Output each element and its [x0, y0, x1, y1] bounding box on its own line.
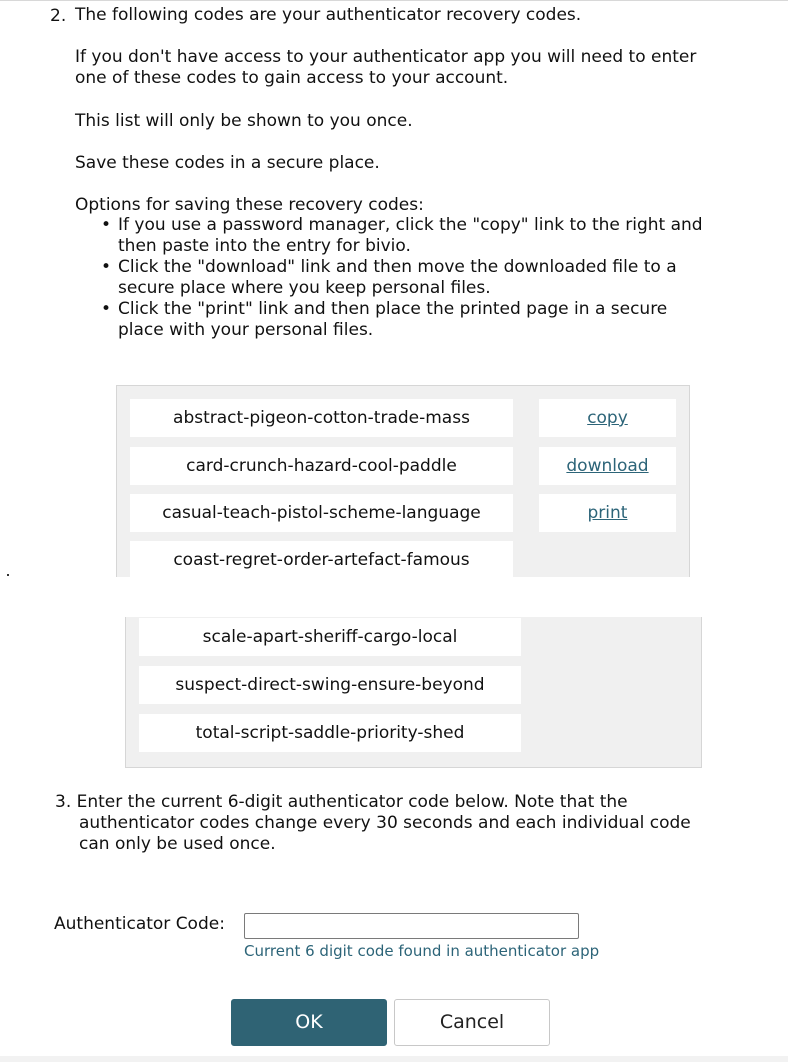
- options-heading: Options for saving these recovery codes:: [75, 195, 424, 215]
- recovery-code: card-crunch-hazard-cool-paddle: [130, 447, 513, 485]
- step-2-number: 2.: [50, 6, 67, 26]
- bottom-divider: [0, 1056, 788, 1062]
- authenticator-code-label: Authenticator Code:: [54, 914, 225, 934]
- shown-once-note: This list will only be shown to you once.: [75, 111, 413, 131]
- option-download: • Click the "download" link and then move the downloaded file to a secure place where you keep personal files.: [75, 257, 703, 299]
- recovery-code: suspect-direct-swing-ensure-beyond: [139, 666, 521, 704]
- intro-line-1: If you don't have access to your authenticator app you will need to enter: [75, 47, 697, 67]
- copy-link[interactable]: copy: [539, 399, 676, 437]
- download-link[interactable]: download: [539, 447, 676, 485]
- print-link[interactable]: print: [539, 494, 676, 532]
- recovery-code: total-script-saddle-priority-shed: [139, 714, 521, 752]
- saving-options-list: [75, 215, 703, 341]
- authenticator-code-hint: Current 6 digit code found in authenticator app: [244, 942, 600, 960]
- intro-line-2: one of these codes to gain access to your account.: [75, 68, 509, 88]
- option-copy: • If you use a password manager, click the "copy" link to the right and then paste into the entry for bivio.: [75, 215, 703, 257]
- step-2-title: The following codes are your authenticator recovery codes.: [75, 5, 582, 25]
- save-securely-note: Save these codes in a secure place.: [75, 153, 380, 173]
- authenticator-code-input[interactable]: [244, 913, 579, 939]
- cancel-button[interactable]: Cancel: [394, 999, 550, 1046]
- recovery-code: casual-teach-pistol-scheme-language: [130, 494, 513, 532]
- recovery-code: coast-regret-order-artefact-famous: [130, 541, 513, 577]
- recovery-code: scale-apart-sheriff-cargo-local: [139, 618, 521, 656]
- ok-button[interactable]: OK: [231, 999, 387, 1046]
- step-3-instructions: 3. Enter the current 6-digit authenticator code below. Note that the authenticator codes change every 30 seconds and each individual code can only be used once.: [55, 792, 691, 854]
- stray-mark: [7, 574, 9, 576]
- recovery-code: abstract-pigeon-cotton-trade-mass: [130, 399, 513, 437]
- option-print: • Click the "print" link and then place the printed page in a secure place with your personal files.: [75, 299, 703, 341]
